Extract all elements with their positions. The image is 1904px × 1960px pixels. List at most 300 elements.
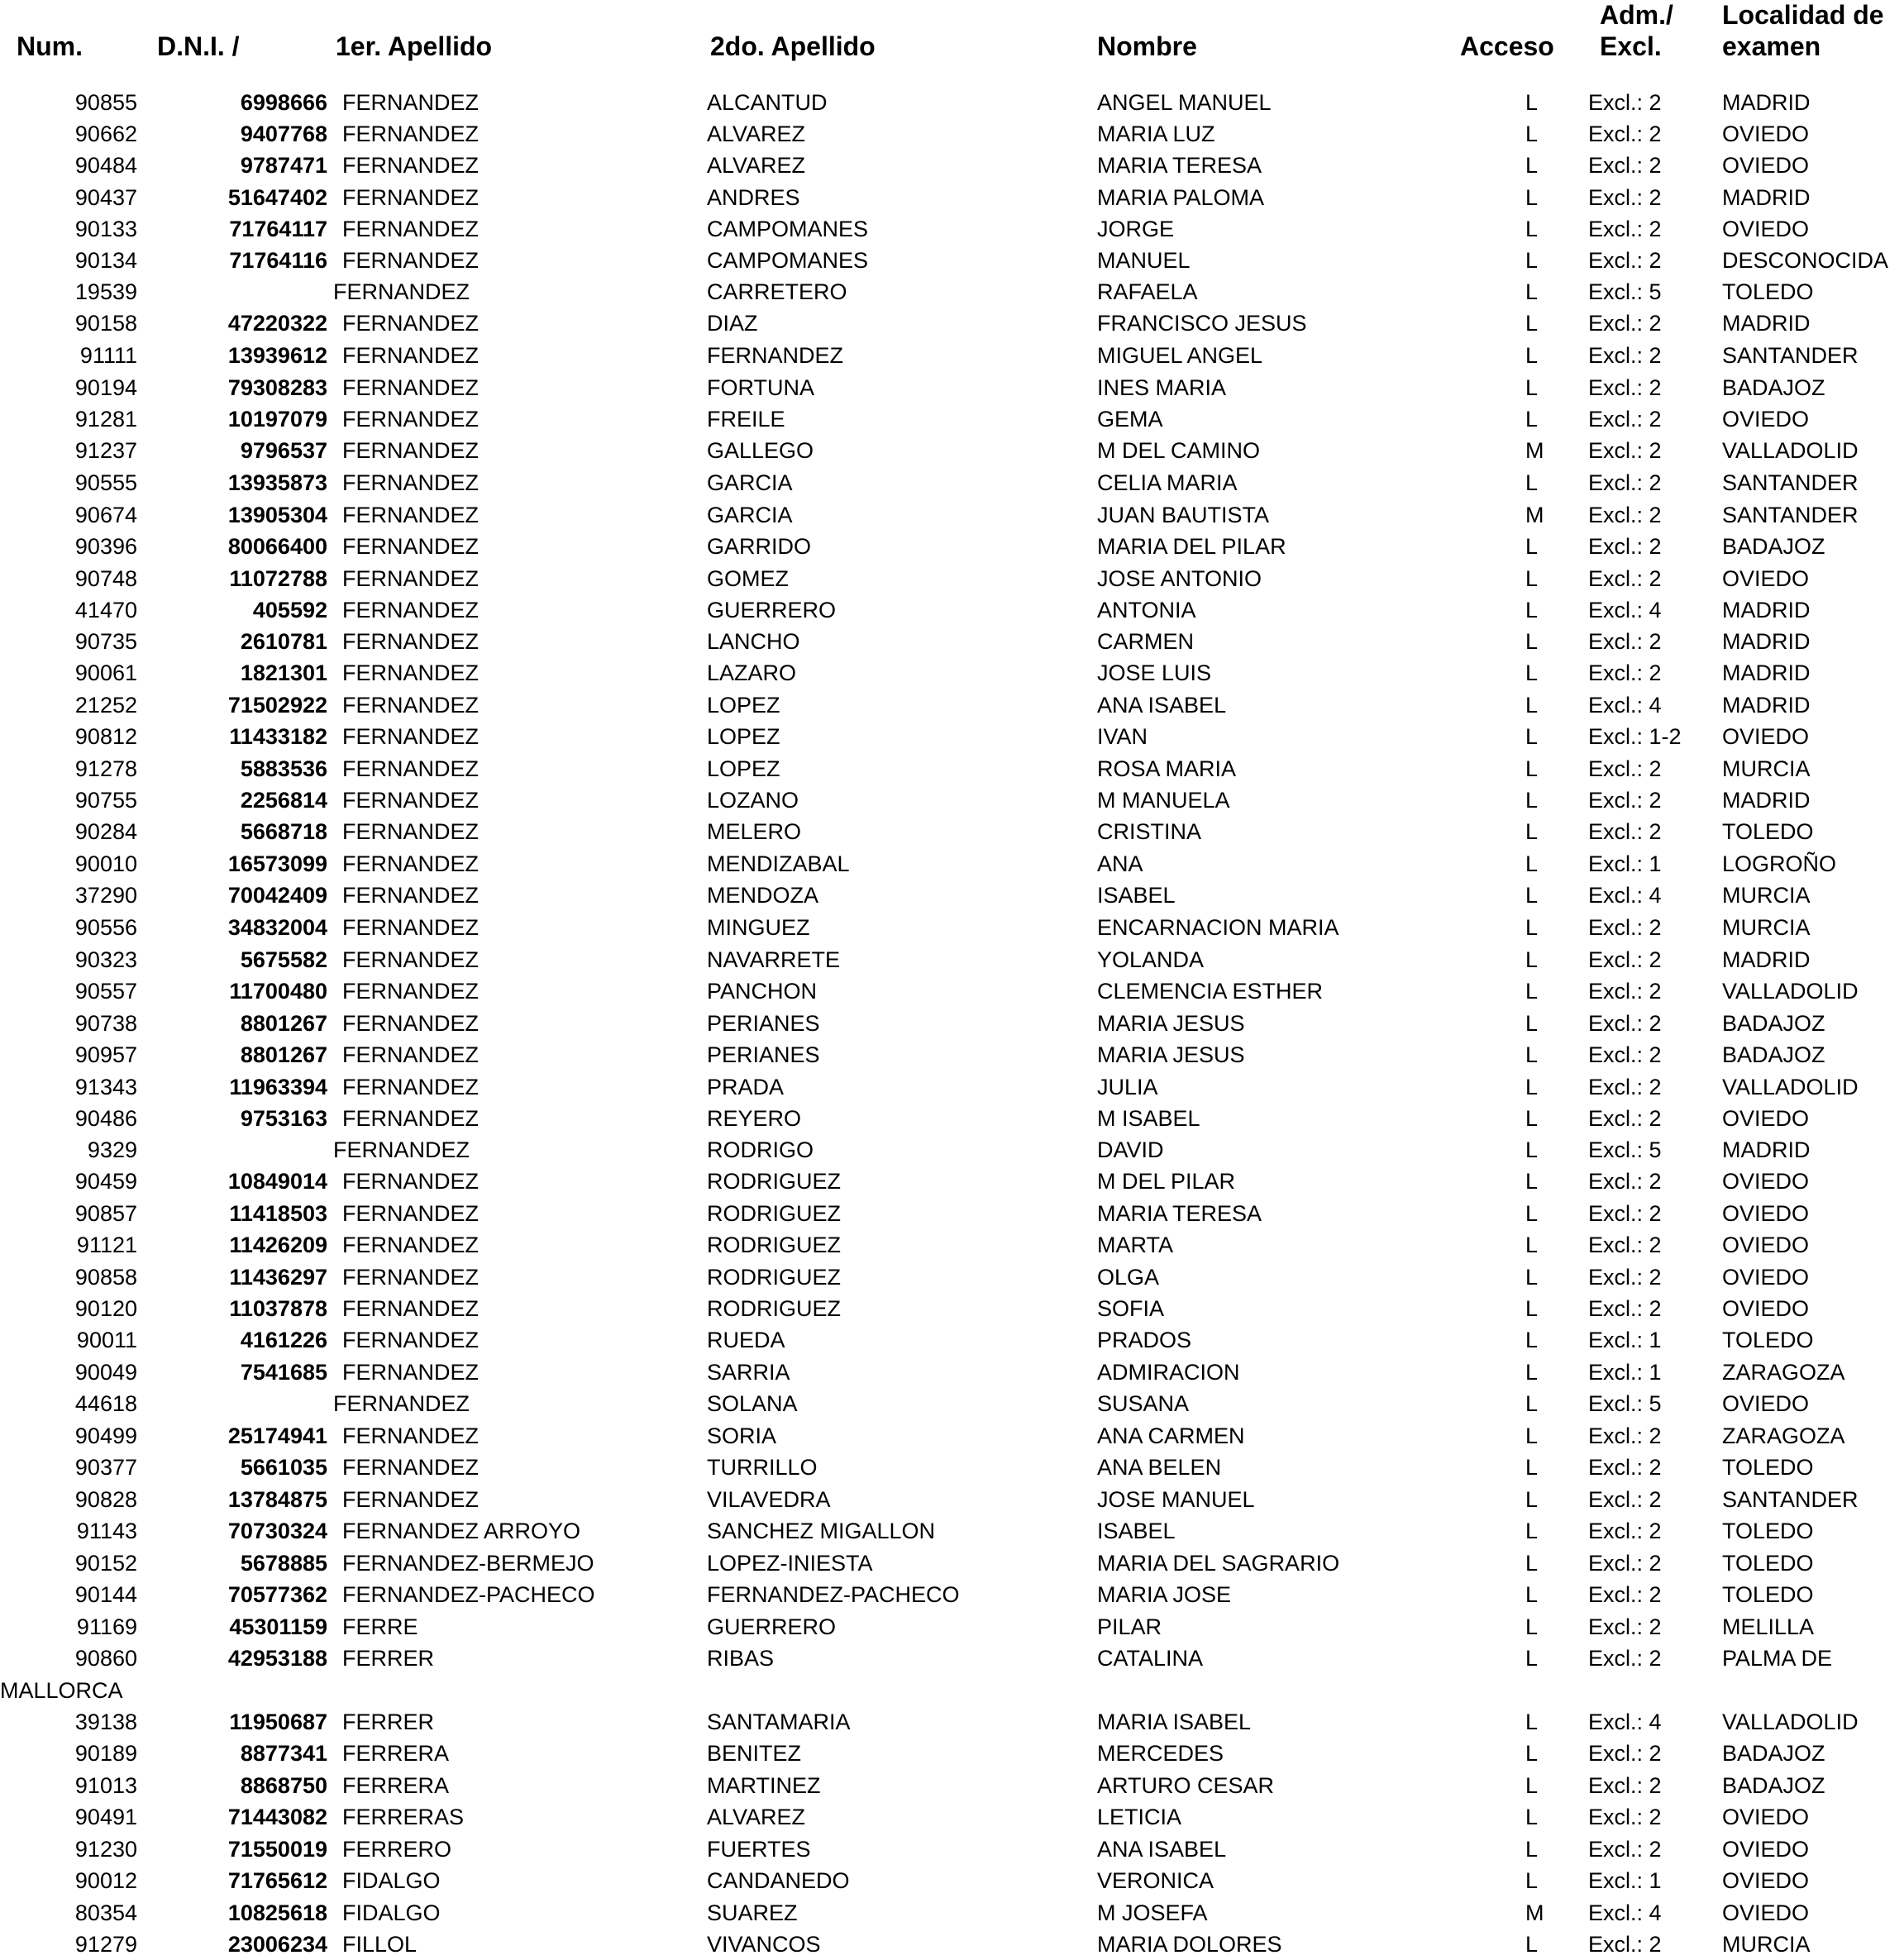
row-acceso: L	[1525, 248, 1539, 273]
row-adm-excl: Excl.: 5	[1588, 279, 1662, 304]
row-adm-excl: Excl.: 2	[1588, 503, 1662, 527]
row-apellido1: FERNANDEZ	[342, 1455, 480, 1480]
row-acceso: L	[1525, 1042, 1539, 1067]
row-dni: 5675582	[240, 947, 327, 972]
row-apellido1: FERNANDEZ	[342, 1042, 480, 1067]
row-apellido2: LAZARO	[707, 660, 797, 685]
row-nombre: YOLANDA	[1097, 947, 1205, 972]
row-num: 90396	[74, 534, 137, 559]
row-nombre: ROSA MARIA	[1097, 756, 1237, 781]
row-adm-excl: Excl.: 2	[1588, 1296, 1662, 1321]
row-localidad: MADRID	[1722, 629, 1811, 654]
row-dni: 11950687	[229, 1710, 327, 1734]
row-num: 37290	[74, 883, 137, 908]
row-nombre: MARIA JESUS	[1097, 1042, 1245, 1067]
row-dni: 5661035	[240, 1455, 327, 1480]
row-acceso: L	[1525, 311, 1539, 336]
row-acceso: L	[1525, 1169, 1539, 1194]
row-num: 39138	[74, 1710, 137, 1734]
row-localidad: ZARAGOZA	[1722, 1424, 1845, 1448]
row-num: 90738	[74, 1011, 137, 1036]
row-dni: 25174941	[227, 1424, 327, 1448]
row-acceso: L	[1525, 756, 1539, 781]
row-apellido1: FERNANDEZ	[342, 1328, 480, 1352]
row-nombre: MARIA JESUS	[1097, 1011, 1245, 1036]
row-adm-excl: Excl.: 2	[1588, 1614, 1662, 1639]
table-row	[0, 435, 1904, 466]
row-apellido2: MENDOZA	[707, 883, 818, 908]
table-row	[0, 626, 1904, 657]
table-row	[0, 1706, 1904, 1738]
row-apellido1: FERNANDEZ	[342, 1487, 480, 1512]
row-adm-excl: Excl.: 2	[1588, 1487, 1662, 1512]
table-row	[0, 213, 1904, 245]
row-num: 90858	[74, 1265, 137, 1290]
row-num: 90860	[74, 1646, 137, 1671]
table-row	[0, 975, 1904, 1007]
row-apellido1: FERNANDEZ	[342, 375, 480, 400]
row-num: 90012	[74, 1868, 137, 1893]
row-apellido1: FERNANDEZ	[342, 343, 480, 368]
row-num: 90755	[74, 788, 137, 813]
row-localidad: MURCIA	[1722, 915, 1811, 940]
row-nombre: JOSE ANTONIO	[1097, 566, 1262, 591]
row-localidad: TOLEDO	[1722, 1551, 1814, 1576]
row-adm-excl: Excl.: 2	[1588, 1551, 1662, 1576]
table-row	[0, 1801, 1904, 1833]
row-localidad: MADRID	[1722, 311, 1811, 336]
row-nombre: SOFIA	[1097, 1296, 1165, 1321]
row-nombre: MERCEDES	[1097, 1741, 1224, 1766]
row-localidad: MADRID	[1722, 1137, 1811, 1162]
row-localidad: OVIEDO	[1722, 122, 1810, 146]
row-apellido2: FREILE	[707, 407, 785, 432]
row-dni: 405592	[252, 598, 327, 622]
table-row	[0, 689, 1904, 721]
row-num: 90011	[76, 1328, 137, 1352]
row-dni: 10849014	[227, 1169, 327, 1194]
row-localidad: OVIEDO	[1722, 1900, 1810, 1925]
row-acceso: L	[1525, 1932, 1539, 1957]
row-nombre: M DEL PILAR	[1097, 1169, 1236, 1194]
row-apellido2: MELERO	[707, 819, 802, 844]
row-acceso: L	[1525, 1265, 1539, 1290]
row-acceso: L	[1525, 979, 1539, 1004]
row-adm-excl: Excl.: 2	[1588, 1519, 1662, 1543]
table-row	[0, 1420, 1904, 1452]
row-apellido2: PERIANES	[707, 1042, 820, 1067]
row-apellido1: FERNANDEZ	[342, 851, 480, 876]
row-adm-excl: Excl.: 2	[1588, 1075, 1662, 1099]
row-apellido2: RODRIGUEZ	[707, 1265, 841, 1290]
row-acceso: L	[1525, 153, 1539, 178]
row-nombre: OLGA	[1097, 1265, 1160, 1290]
table-row	[0, 308, 1904, 339]
row-apellido1: FERNANDEZ	[342, 1075, 480, 1099]
row-acceso: L	[1525, 851, 1539, 876]
table-row	[0, 1388, 1904, 1419]
row-dni: 2256814	[240, 788, 327, 813]
row-localidad: OVIEDO	[1722, 566, 1810, 591]
row-num: 90049	[74, 1360, 137, 1385]
row-acceso: L	[1525, 883, 1539, 908]
row-acceso: L	[1525, 947, 1539, 972]
row-dni: 80066400	[227, 534, 327, 559]
table-row	[0, 816, 1904, 847]
row-adm-excl: Excl.: 1	[1588, 1868, 1662, 1893]
row-adm-excl: Excl.: 2	[1588, 153, 1662, 178]
row-dni: 71765612	[227, 1868, 327, 1893]
row-nombre: MARIA JOSE	[1097, 1582, 1232, 1607]
row-nombre: MARTA	[1097, 1233, 1174, 1257]
row-nombre: MARIA ISABEL	[1097, 1710, 1252, 1734]
row-localidad: MELILLA	[1722, 1614, 1815, 1639]
row-apellido2: LOPEZ	[707, 693, 780, 718]
row-nombre: MIGUEL ANGEL	[1097, 343, 1263, 368]
row-acceso: L	[1525, 1455, 1539, 1480]
row-adm-excl: Excl.: 2	[1588, 1042, 1662, 1067]
row-dni: 70042409	[227, 883, 327, 908]
row-localidad: OVIEDO	[1722, 407, 1810, 432]
row-dni: 9753163	[240, 1106, 327, 1131]
row-apellido2: BENITEZ	[707, 1741, 802, 1766]
row-acceso: L	[1525, 122, 1539, 146]
wrapped-locality-text: MALLORCA	[0, 1678, 123, 1703]
row-localidad: BADAJOZ	[1722, 1773, 1825, 1798]
table-row	[0, 150, 1904, 181]
row-num: 41470	[74, 598, 137, 622]
row-apellido1: FERNANDEZ	[342, 724, 480, 749]
row-nombre: RAFAELA	[1097, 279, 1198, 304]
row-adm-excl: Excl.: 2	[1588, 819, 1662, 844]
row-apellido1: FERNANDEZ	[342, 438, 480, 463]
row-apellido1: FERNANDEZ	[342, 217, 480, 241]
row-nombre: MARIA DEL PILAR	[1097, 534, 1286, 559]
row-apellido1: FIDALGO	[342, 1868, 441, 1893]
row-apellido1: FERNANDEZ	[342, 693, 480, 718]
table-row	[0, 1484, 1904, 1515]
table-row	[0, 1261, 1904, 1293]
table-row	[0, 531, 1904, 562]
row-acceso: L	[1525, 407, 1539, 432]
row-num: 91121	[76, 1233, 137, 1257]
row-adm-excl: Excl.: 2	[1588, 1169, 1662, 1194]
row-adm-excl: Excl.: 1	[1588, 1360, 1662, 1385]
row-num: 91343	[74, 1075, 137, 1099]
table-row	[0, 1929, 1904, 1960]
row-localidad: SANTANDER	[1722, 343, 1859, 368]
row-apellido2: GUERRERO	[707, 598, 837, 622]
row-num: 90437	[74, 185, 137, 210]
row-adm-excl: Excl.: 2	[1588, 1424, 1662, 1448]
row-acceso: L	[1525, 915, 1539, 940]
row-localidad: MADRID	[1722, 90, 1811, 115]
row-dni: 70577362	[227, 1582, 327, 1607]
row-apellido1: FERNANDEZ	[333, 1137, 470, 1162]
table-row	[0, 245, 1904, 276]
row-localidad: SANTANDER	[1722, 470, 1859, 495]
row-nombre: JOSE MANUEL	[1097, 1487, 1255, 1512]
row-adm-excl: Excl.: 2	[1588, 1106, 1662, 1131]
row-num: 90499	[74, 1424, 137, 1448]
row-dni: 13935873	[227, 470, 327, 495]
row-dni: 11037878	[229, 1296, 327, 1321]
row-adm-excl: Excl.: 4	[1588, 1900, 1662, 1925]
row-acceso: M	[1525, 503, 1544, 527]
table-row	[0, 753, 1904, 784]
row-dni: 1821301	[240, 660, 327, 685]
row-dni: 10825618	[227, 1900, 327, 1925]
table-row	[0, 372, 1904, 403]
row-apellido1: FERNANDEZ	[342, 1011, 480, 1036]
row-localidad: TOLEDO	[1722, 1519, 1814, 1543]
table-row	[0, 467, 1904, 498]
row-adm-excl: Excl.: 2	[1588, 756, 1662, 781]
row-apellido2: CANDANEDO	[707, 1868, 850, 1893]
row-num: 91013	[74, 1773, 137, 1798]
row-adm-excl: Excl.: 5	[1588, 1391, 1662, 1416]
row-acceso: L	[1525, 1391, 1539, 1416]
row-acceso: L	[1525, 1582, 1539, 1607]
row-nombre: ANA BELEN	[1097, 1455, 1222, 1480]
row-apellido1: FERNANDEZ	[342, 1106, 480, 1131]
row-adm-excl: Excl.: 4	[1588, 598, 1662, 622]
row-localidad: OVIEDO	[1722, 153, 1810, 178]
row-nombre: ANA CARMEN	[1097, 1424, 1245, 1448]
header-dni: D.N.I. /	[157, 31, 240, 61]
table-row	[0, 1579, 1904, 1610]
row-dni: 71550019	[227, 1837, 327, 1862]
table-row	[0, 1293, 1904, 1324]
row-adm-excl: Excl.: 2	[1588, 438, 1662, 463]
row-localidad: LOGROÑO	[1722, 851, 1837, 876]
row-num: 90459	[74, 1169, 137, 1194]
table-row	[0, 1834, 1904, 1865]
row-num: 19539	[74, 279, 137, 304]
row-acceso: L	[1525, 1106, 1539, 1131]
row-nombre: ANGEL MANUEL	[1097, 90, 1272, 115]
table-row	[0, 1103, 1904, 1134]
row-acceso: L	[1525, 1011, 1539, 1036]
row-apellido2: SANTAMARIA	[707, 1710, 851, 1734]
row-num: 91230	[74, 1837, 137, 1862]
table-row	[0, 563, 1904, 594]
row-num: 91237	[74, 438, 137, 463]
row-dni: 8868750	[240, 1773, 327, 1798]
row-adm-excl: Excl.: 1	[1588, 1328, 1662, 1352]
row-apellido2: RIBAS	[707, 1646, 775, 1671]
row-nombre: MARIA TERESA	[1097, 1201, 1262, 1226]
table-row	[0, 912, 1904, 943]
row-acceso: L	[1525, 1137, 1539, 1162]
row-localidad: MADRID	[1722, 598, 1811, 622]
row-adm-excl: Excl.: 2	[1588, 375, 1662, 400]
header-nombre: Nombre	[1097, 31, 1197, 61]
row-num: 90486	[74, 1106, 137, 1131]
row-acceso: L	[1525, 1710, 1539, 1734]
table-row	[0, 594, 1904, 626]
row-apellido2: FUERTES	[707, 1837, 811, 1862]
row-acceso: L	[1525, 1551, 1539, 1576]
row-num: 90828	[74, 1487, 137, 1512]
row-acceso: L	[1525, 693, 1539, 718]
row-dni: 11436297	[229, 1265, 327, 1290]
row-nombre: MANUEL	[1097, 248, 1191, 273]
row-num: 90491	[74, 1805, 137, 1829]
row-apellido1: FERNANDEZ	[342, 629, 480, 654]
row-dni: 70730324	[227, 1519, 327, 1543]
row-adm-excl: Excl.: 2	[1588, 1932, 1662, 1957]
table-row	[0, 784, 1904, 816]
row-acceso: L	[1525, 1487, 1539, 1512]
row-acceso: L	[1525, 819, 1539, 844]
row-apellido1: FIDALGO	[342, 1900, 441, 1925]
row-localidad: MURCIA	[1722, 1932, 1811, 1957]
row-nombre: GEMA	[1097, 407, 1163, 432]
table-row	[0, 276, 1904, 308]
row-apellido1: FERNANDEZ	[342, 122, 480, 146]
row-acceso: L	[1525, 566, 1539, 591]
row-apellido1: FERNANDEZ	[333, 279, 470, 304]
row-num: 90555	[74, 470, 137, 495]
row-nombre: M ISABEL	[1097, 1106, 1200, 1131]
row-nombre: SUSANA	[1097, 1391, 1190, 1416]
row-localidad: OVIEDO	[1722, 1233, 1810, 1257]
row-dni: 8877341	[240, 1741, 327, 1766]
row-apellido2: SANCHEZ MIGALLON	[707, 1519, 936, 1543]
row-nombre: MARIA TERESA	[1097, 153, 1262, 178]
row-acceso: L	[1525, 1424, 1539, 1448]
header-apellido2: 2do. Apellido	[710, 31, 876, 61]
row-adm-excl: Excl.: 2	[1588, 343, 1662, 368]
row-adm-excl: Excl.: 2	[1588, 1646, 1662, 1671]
row-nombre: JUAN BAUTISTA	[1097, 503, 1270, 527]
row-apellido2: LOPEZ	[707, 724, 780, 749]
row-acceso: L	[1525, 1805, 1539, 1829]
row-acceso: L	[1525, 343, 1539, 368]
row-adm-excl: Excl.: 2	[1588, 1455, 1662, 1480]
row-apellido2: FORTUNA	[707, 375, 815, 400]
row-acceso: L	[1525, 724, 1539, 749]
row-localidad: OVIEDO	[1722, 1296, 1810, 1321]
row-apellido2: SOLANA	[707, 1391, 798, 1416]
row-nombre: MARIA DOLORES	[1097, 1932, 1282, 1957]
row-num: 90194	[74, 375, 137, 400]
row-adm-excl: Excl.: 2	[1588, 1265, 1662, 1290]
row-dni: 8801267	[240, 1011, 327, 1036]
row-num: 44618	[74, 1391, 137, 1416]
row-dni: 11700480	[229, 979, 327, 1004]
row-num: 90748	[74, 566, 137, 591]
row-num: 91278	[74, 756, 137, 781]
row-apellido1: FERNANDEZ ARROYO	[342, 1519, 581, 1543]
table-row	[0, 182, 1904, 213]
table-row	[0, 1134, 1904, 1166]
row-apellido1: FERNANDEZ	[342, 566, 480, 591]
row-num: 90144	[74, 1582, 137, 1607]
row-nombre: ENCARNACION MARIA	[1097, 915, 1339, 940]
table-row	[0, 721, 1904, 752]
row-acceso: L	[1525, 185, 1539, 210]
row-adm-excl: Excl.: 2	[1588, 1201, 1662, 1226]
row-num: 90323	[74, 947, 137, 972]
row-num: 91279	[74, 1932, 137, 1957]
row-localidad: DESCONOCIDA	[1722, 248, 1889, 273]
row-apellido2: ALVAREZ	[707, 1805, 806, 1829]
row-adm-excl: Excl.: 2	[1588, 217, 1662, 241]
row-num: 90061	[74, 660, 137, 685]
row-apellido1: FERNANDEZ	[342, 153, 480, 178]
row-apellido2: GUERRERO	[707, 1614, 837, 1639]
row-num: 90120	[74, 1296, 137, 1321]
row-dni: 4161226	[240, 1328, 327, 1352]
table-row	[0, 1547, 1904, 1579]
row-apellido2: FERNANDEZ	[707, 343, 844, 368]
header-adm-line2: Excl.	[1600, 31, 1662, 61]
table-row	[0, 1071, 1904, 1103]
row-num: 90134	[74, 248, 137, 273]
table-row	[0, 499, 1904, 531]
row-apellido2: CAMPOMANES	[707, 248, 869, 273]
row-adm-excl: Excl.: 2	[1588, 470, 1662, 495]
row-num: 90662	[74, 122, 137, 146]
row-adm-excl: Excl.: 2	[1588, 534, 1662, 559]
row-apellido2: RODRIGUEZ	[707, 1296, 841, 1321]
row-apellido1: FERNANDEZ	[342, 1424, 480, 1448]
row-dni: 13784875	[227, 1487, 327, 1512]
row-apellido1: FERNANDEZ	[342, 788, 480, 813]
row-localidad: MADRID	[1722, 660, 1811, 685]
row-adm-excl: Excl.: 4	[1588, 693, 1662, 718]
table-row	[0, 118, 1904, 150]
row-dni: 2610781	[240, 629, 327, 654]
row-adm-excl: Excl.: 2	[1588, 629, 1662, 654]
row-nombre: CARMEN	[1097, 629, 1195, 654]
row-adm-excl: Excl.: 4	[1588, 883, 1662, 908]
row-localidad: MURCIA	[1722, 883, 1811, 908]
row-nombre: CLEMENCIA ESTHER	[1097, 979, 1324, 1004]
row-apellido2: NAVARRETE	[707, 947, 841, 972]
row-localidad: BADAJOZ	[1722, 1741, 1825, 1766]
row-dni: 79308283	[227, 375, 327, 400]
row-apellido2: GARCIA	[707, 470, 793, 495]
row-localidad: OVIEDO	[1722, 217, 1810, 241]
row-localidad: OVIEDO	[1722, 1106, 1810, 1131]
row-acceso: L	[1525, 598, 1539, 622]
row-apellido1: FERNANDEZ	[342, 1265, 480, 1290]
row-adm-excl: Excl.: 2	[1588, 122, 1662, 146]
row-apellido2: SORIA	[707, 1424, 777, 1448]
row-acceso: L	[1525, 1233, 1539, 1257]
row-apellido1: FERRERAS	[342, 1805, 465, 1829]
table-row	[0, 1039, 1904, 1071]
row-localidad: OVIEDO	[1722, 1265, 1810, 1290]
row-apellido2: LOZANO	[707, 788, 799, 813]
row-apellido1: FERNANDEZ	[342, 598, 480, 622]
row-num: 90189	[74, 1741, 137, 1766]
row-apellido1: FERNANDEZ	[342, 503, 480, 527]
row-nombre: MARIA DEL SAGRARIO	[1097, 1551, 1340, 1576]
row-nombre: IVAN	[1097, 724, 1148, 749]
row-nombre: ISABEL	[1097, 1519, 1176, 1543]
row-adm-excl: Excl.: 2	[1588, 407, 1662, 432]
row-localidad: ZARAGOZA	[1722, 1360, 1845, 1385]
row-num: 90957	[74, 1042, 137, 1067]
row-apellido2: LANCHO	[707, 629, 800, 654]
row-adm-excl: Excl.: 2	[1588, 660, 1662, 685]
row-apellido1: FERNANDEZ	[342, 1201, 480, 1226]
row-acceso: L	[1525, 1741, 1539, 1766]
